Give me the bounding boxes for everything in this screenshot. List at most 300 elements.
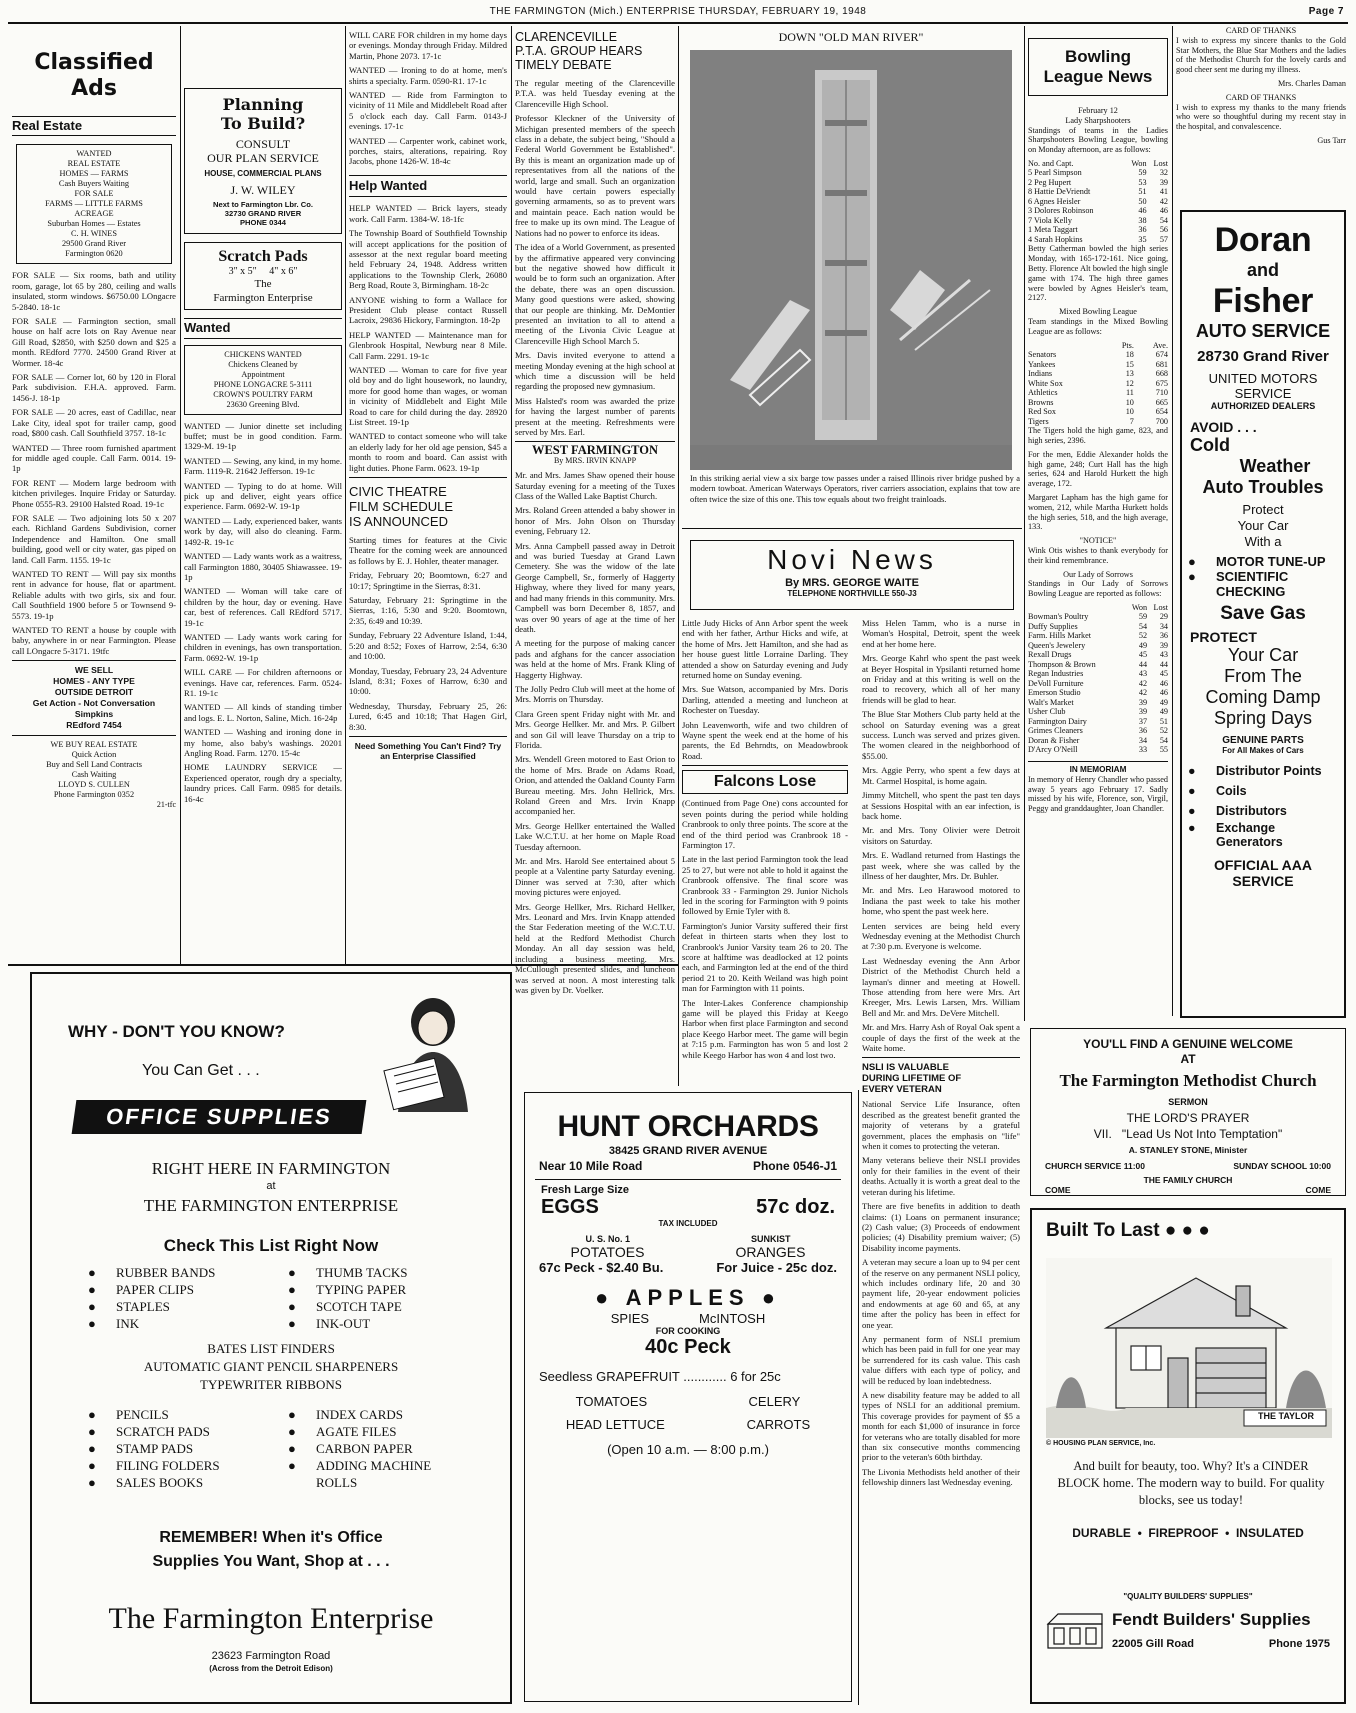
tomatoes-item: TOMATOES [575, 1394, 648, 1409]
table-row: 2 Peg Hupert 53 39 [1028, 177, 1168, 187]
photo-caption-text: In this striking aerial view a six barge tow passes under a raised Illinois river bridge pushed by a modern towboat. American Waterways Operators, river carriers association, explains that tow are often twice the size of this one. This tow equals about two freight trainloads. [690, 474, 1020, 504]
table-row: Usher Club 39 49 [1028, 707, 1168, 717]
nsli-headline: NSLI IS VALUABLE DURING LIFETIME OF EVERY VETERAN [862, 1062, 962, 1096]
hunt-orchards-title: HUNT ORCHARDS [557, 1110, 819, 1143]
office-item: ● RUBBER BANDS [82, 1264, 262, 1281]
office-why-headline: WHY - DON'T YOU KNOW? [68, 1022, 285, 1041]
river-barge-illustration [690, 50, 1012, 470]
article-paragraph: Last Wednesday evening the Ann Arbor District of the Methodist Church held a layman's dinner and meeting at Howell. Those attending from here were Mrs. Art Kreeger, Mrs. Lewis Larsen, Mrs. William Bell and Mr. and Mrs. DeVere Mitchell. [862, 955, 1020, 1018]
secretary-illustration [378, 992, 488, 1112]
article-paragraph: Many veterans believe their NSLI provides only for their families in the event of their deaths. Actually it is worth a great deal to the veteran during his lifetime. [862, 1155, 1020, 1197]
office-item: ● PAPER CLIPS [82, 1281, 262, 1298]
article-paragraph: Mrs. Sue Watson, accompanied by Mrs. Doris Darling, attended a meeting and luncheon at Rochester on Tuesday. [682, 684, 848, 716]
all-makes-label: For All Makes of Cars [1222, 746, 1304, 755]
office-list-1-left [82, 1264, 262, 1332]
classified-ad: WANTED — All kinds of standing timber and logs. E. L. Norton, Saline, Mich. 16-24p [184, 702, 342, 723]
column-divider [678, 26, 679, 1086]
article-paragraph: Miss Helen Tamm, who is a nurse in Woman's Hospital, Detroit, spent the week end at her home here. [862, 618, 1020, 649]
falcons-lose-headline: Falcons Lose [682, 770, 848, 794]
card-of-thanks-text: I wish to express my thanks to the many friends who were so thoughtful during my recent stay in the hospital, and convalescence. [1176, 102, 1346, 132]
masthead [0, 6, 1356, 22]
article-paragraph: National Service Life Insurance, often described as the greatest benefit granted the majority of veterans by a grateful government, places the emphasis on "life" when it comes to protecting the veteran. [862, 1099, 1020, 1152]
table-row: Thompson & Brown 44 44 [1028, 659, 1168, 669]
article-paragraph: Monday, Tuesday, February 23, 24 Adventure Island, 8:31; Foxes of Harrow, 6:30 and 10:00. [349, 665, 507, 697]
office-item: BATES LIST FINDERS [207, 1341, 335, 1356]
help-wanted-header: Help Wanted [349, 175, 507, 197]
table-row: 4 Sarah Hopkins 35 57 [1028, 234, 1168, 244]
classified-ad: WILL CARE — For children afternoons or evenings. Have car, references. Farm. 0524-R1. 19-1c [184, 667, 342, 698]
classified-ad: WANTED — Sewing, any kind, in my home. Farm. 1119-R. 21642 Jefferson. 19-1c [184, 455, 342, 477]
article-paragraph: Mrs. George Hellker entertained the Walled Lake W.C.T.U. at her home on Maple Road Tuesday afternoon. [515, 820, 675, 852]
plan-service-name: J. W. WILEY [230, 183, 296, 198]
built-to-last-headline: Built To Last ● ● ● [1046, 1220, 1210, 1241]
classified-ad: WANTED — Washing and ironing done in my home, also baby's washings. 20201 Angling Road. Farm. 1270. 15-4c [184, 727, 342, 758]
sunday-school-time: SUNDAY SCHOOL 10:00 [1233, 1161, 1331, 1171]
fendt-features: DURABLE • FIREPROOF • INSULATED [1072, 1526, 1304, 1540]
classified-ad: WANTED — Ride from Farmington to vicinity of 11 Mile and Middlebelt Road after 5 o'clock each day. Call Farm. 0143-J evenings. 17-1c [349, 90, 507, 132]
hunt-orchards-phone: Phone 0546-J1 [752, 1159, 837, 1173]
oranges-item: ORANGES [735, 1244, 806, 1260]
office-item: ● TYPING PAPER [282, 1281, 482, 1298]
article-paragraph: John Leavenworth, wife and two children of Wayne spent the week end at the home of his parents, the Ed Behrndts, on Meadowbrook Road. [682, 719, 848, 761]
plan-service-ad [184, 88, 342, 234]
service-list [1182, 554, 1344, 599]
article-paragraph: The Inter-Lakes Conference championship game will be played this Friday at Keego Harbor when first place Farmington and second place Keego Harbor meet. The game will begin at 7:15 p.m. Farmington has won 5 and lost 2 while Keego Harbor has won 4 and lost two. [682, 997, 848, 1060]
office-publisher-name: The Farmington Enterprise [108, 1602, 434, 1635]
hunt-orchards-ad [524, 1092, 852, 1702]
bowling-league-1: Lady Sharpshooters [1065, 115, 1131, 125]
article-paragraph: The Blue Star Mothers Club party held at the school on Saturday evening was a great success. Lunch was served and prizes given. The women cleared in the neighborhood of $55.00. [862, 709, 1020, 761]
fendt-name: Fendt Builders' Supplies [1112, 1610, 1311, 1629]
sermon-number: VII. [1093, 1127, 1112, 1141]
office-address: 23623 Farmington Road [211, 1650, 331, 1662]
carrots-item: CARROTS [746, 1417, 811, 1432]
article-paragraph: Mrs. E. Wadland returned from Hastings the past week, where she was called by the illness of her daughter, Mrs. Dr. Buhler. [862, 850, 1020, 881]
fendt-address: 22005 Gill Road [1112, 1638, 1194, 1650]
article-paragraph: Mrs. Aggie Perry, who spent a few days at Mt. Carmel Hospital, is home again. [862, 765, 1020, 786]
river-barge-photo [690, 50, 1012, 470]
article-paragraph: Professor Kleckner of the University of Michigan presented members of the speech class in a debate, the subject being, "Should a Federal World Government be Established". By this is meant an organization made up of representatives from all the nations of the world, large and small. Such an organization would have certain powers especially governing armaments, so as to prevent wars and maintain peace. Each nation would be free to make up its own mind. The League of Nations had no power to enforce its ideas. [515, 113, 675, 238]
article-paragraph: The regular meeting of the Clarenceville P.T.A. was held Tuesday evening at the Clarenceville High School. [515, 78, 675, 109]
bowling-headline: Bowling League News [1028, 38, 1168, 96]
lettuce-item: HEAD LETTUCE [565, 1417, 665, 1432]
potato-grade: U. S. No. 1 [585, 1234, 630, 1244]
scratch-pads-sizes: 3" x 5" 4" x 6" [228, 265, 298, 277]
celery-item: CELERY [748, 1394, 801, 1409]
classified-ad: WANTED — Three room furnished apartment for middle aged couple. Call Farm. 0014. 19-1p [12, 442, 176, 474]
building-block-icon [1046, 1610, 1104, 1650]
table-row: Senators 18 674 [1028, 350, 1168, 360]
civic-theatre-headline: CIVIC THEATRE FILM SCHEDULE IS ANNOUNCED [349, 484, 454, 530]
in-memoriam-title: IN MEMORIAM [1028, 761, 1168, 775]
article-paragraph: The Livonia Methodists held another of their fellowship dinners last Wednesday evening. [862, 1466, 1020, 1488]
apples-cooking: FOR COOKING [655, 1326, 721, 1336]
bowling-text: For the men, Eddie Alexander holds the high game, 248; Curt Hall has the high series, 624 and Harold Hurkett the high average, 172. [1028, 449, 1168, 489]
table-row: Farm. Hills Market 52 36 [1028, 631, 1168, 641]
office-item: ● INK-OUT [282, 1315, 482, 1332]
table-row: 7 Viola Kelly 38 54 [1028, 215, 1168, 225]
table-row: Queen's Jewelery 49 39 [1028, 640, 1168, 650]
avoid-label: AVOID . . . [1190, 419, 1257, 435]
united-motors-label: UNITED MOTORS SERVICE [1208, 371, 1318, 401]
come-label-right: COME [1305, 1185, 1331, 1195]
article-paragraph: Clara Green spent Friday night with Mr. and Mrs. George Hellker. Mr. and Mrs. P. Gilbert and son Gil will leave Thursday on a trip to Florida. [515, 708, 675, 750]
article-paragraph: Mrs. Anna Campbell passed away in Detroit and was buried Tuesday at Grand Lawn Cemetery. She was the widow of the late George Campbell, Sr., formerly of Haggerty Highway, where they lived for many years, and had many friends in this community. Mrs. Campbell was born December 8, 1857, and was over 90 years of age at the time of her death. [515, 540, 675, 634]
sermon-quote: "Lead Us Not Into Temptation" [1121, 1127, 1283, 1141]
table-row: Bowman's Poultry 59 29 [1028, 612, 1168, 622]
table-row: Rexall Drugs 45 43 [1028, 650, 1168, 660]
our-lady-standings-table [1028, 603, 1168, 755]
classified-ad: WANTED — Typing to do at home. Will pick up and deliver, eight years office experience. Farm. 0692-W. 19-1p [184, 480, 342, 512]
article-paragraph: Mr. and Mrs. Leo Harawood motored to Indiana the past week to take his mother home, who spent the past week here. [862, 885, 1020, 917]
authorized-dealers-label: AUTHORIZED DEALERS [1210, 401, 1316, 411]
office-you-can-get: You Can Get . . . [142, 1062, 260, 1079]
from-the-label: From The [1224, 666, 1302, 686]
part-item: ● Coils [1182, 781, 1344, 801]
bowling-intro: Team standings in the Mixed Bowling League are as follows: [1028, 317, 1168, 336]
bowling-notice: "NOTICE" [1079, 536, 1117, 546]
fendt-slogan: "QUALITY BUILDERS' SUPPLIES" [1123, 1592, 1253, 1601]
masthead-rule [8, 22, 1348, 24]
office-middle-items [32, 1340, 510, 1394]
classified-ad: WANTED — Carpenter work, cabinet work, porches, stairs, alterations, repairing. Roy Jacobs, phone 1426-W. 18-4c [349, 135, 507, 167]
service-tune-up: ● MOTOR TUNE-UP [1182, 554, 1344, 569]
photo-caption [690, 474, 1020, 524]
chickens-wanted-ad: CHICKENS WANTED Chickens Cleaned by Appointment PHONE LONGACRE 5-3111 CROWN'S POULTRY FARM 23630 Greening Blvd. [184, 345, 342, 415]
house-model-name: THE TAYLOR [1257, 1411, 1314, 1421]
office-address-note: (Across from the Detroit Edison) [209, 1664, 333, 1673]
apples-price: 40c Peck [645, 1336, 731, 1358]
office-item: ● SCOTCH TAPE [282, 1298, 482, 1315]
article-paragraph: Starting times for features at the Civic Theatre for the coming week are announced as follows by E. J. Hohler, theater manager. [349, 535, 507, 566]
column-divider [180, 26, 181, 964]
family-church-label: THE FAMILY CHURCH [1143, 1175, 1233, 1185]
office-item: TYPEWRITER RIBBONS [200, 1377, 342, 1392]
article-paragraph: Mr. and Mrs. James Shaw opened their house Saturday evening for a meeting of the Tuxes Class of the Walled Lake Baptist Church. [515, 470, 675, 502]
article-paragraph: Mrs. Wendell Green motored to East Orion to the home of Mrs. Brade on Adams Road, Orion, and attended the Oakland County Farm Bureau meeting. Mrs. John Hellrick, Mrs. Roland Green and Mrs. Irvin Knapp accompanied her. [515, 754, 675, 817]
real-estate-ads [12, 270, 176, 656]
table-row: 6 Agnes Heisler 50 42 [1028, 196, 1168, 206]
wines-real-estate-ad: WANTED REAL ESTATE HOMES — FARMS Cash Buyers Waiting FOR SALE FARMS — LITTLE FARMS ACREAGE Suburban Homes — Estates C. H. WINES 29500 Grand River Farmington 0620 [16, 144, 172, 264]
service-scientific-checking: ● SCIENTIFIC CHECKING [1182, 569, 1344, 599]
classified-ad: WANTED TO RENT a house by couple with baby, anywhere in or near Farmington. Please call LOngacre 5-3171. 19tfc [12, 625, 176, 656]
column-divider [1024, 26, 1025, 1021]
table-row: Grimes Cleaners 36 52 [1028, 726, 1168, 736]
classified-ad: HELP WANTED — Maintenance man for Glenbrook Hospital, Newburg near 8 Mile. Call Farm. 2291. 19-1c [349, 329, 507, 361]
office-enterprise-name: THE FARMINGTON ENTERPRISE [143, 1196, 399, 1215]
card-of-thanks-signature: Gus Tarr [1317, 135, 1346, 145]
hunt-orchards-address: 38425 GRAND RIVER AVENUE [608, 1145, 768, 1157]
sermon-title: THE LORD'S PRAYER [1126, 1111, 1250, 1125]
hunt-orchards-hours: (Open 10 a.m. — 8:00 p.m.) [607, 1442, 769, 1457]
classified-ad: ANYONE wishing to form a Wallace for President Club please contact Russell Lacroix, 29836 Hickory, Farmington. 18-2p [349, 294, 507, 326]
office-item: ● SCRATCH PADS [82, 1423, 262, 1440]
classified-ad: WANTED to contact someone who will take an elderly lady for her old age pension, $45 a month to room and board. Can assist with light duties. Phone Farm. 0623. 19-1p [349, 431, 507, 473]
protect-label-2: PROTECT [1190, 629, 1257, 645]
office-supplies-banner: OFFICE SUPPLIES [72, 1100, 367, 1134]
cullen-ad-code: 21-tfc [156, 800, 176, 810]
card-of-thanks-text: I wish to express my sincere thanks to the Gold Star Mothers, the Blue Star Mothers and the ladies of the Methodist Church for the lovely cards and good cheer sent me during my illness. [1176, 35, 1346, 75]
hunt-orchards-near: Near 10 Mile Road [539, 1159, 643, 1173]
apples-spies: SPIES [610, 1311, 650, 1326]
article-paragraph: Mr. and Mrs. Harry Ash of Royal Oak spent a couple of days the first of the week at the Waite home. [862, 1022, 1020, 1054]
fendt-builders-ad [1030, 1208, 1346, 1704]
office-check-list: Check This List Right Now [163, 1236, 379, 1255]
table-row: Tigers 7 700 [1028, 416, 1168, 426]
office-list-1-right [282, 1264, 482, 1332]
table-header-row: No. and Capt. Won Lost [1028, 158, 1168, 168]
article-paragraph: There are five benefits in addition to death claims: (1) Loans on permanent insurance; (2) Cash value; (3) Proceeds of endowment policies; (4) Disability premium waiver; (5) Disability income payments. [862, 1201, 1020, 1253]
auto-troubles-label: Auto Troubles [1202, 477, 1324, 497]
cold-label: Cold [1190, 435, 1230, 455]
office-item: ● ADDING MACHINE ROLLS [282, 1457, 482, 1491]
church-name: The Farmington Methodist Church [1059, 1071, 1317, 1090]
office-item: ● FILING FOLDERS [82, 1457, 262, 1474]
classified-column-3 [349, 30, 507, 960]
bowling-text: Margaret Lapham has the high game for women, 212, while Martha Hurkett holds the high series, 518, and the high average, 133. [1028, 492, 1168, 532]
bowling-league-2: Mixed Bowling League [1059, 307, 1137, 317]
article-paragraph: The idea of a World Government, as presented by the affirmative appeared very convincing but the negative showed how difficult it would be to form such an organization. After the debate, there was an open discussion. Many good questions were asked, showing that our people are thinking. Mr. DeMontier presented an invitation to all to attend a meeting of the Livonia Civic League at Clarenceville High School March 5. [515, 242, 675, 346]
your-car-label: Your Car [1227, 645, 1299, 665]
eggs-price: 57c doz. [756, 1196, 835, 1218]
west-farmington-byline: By MRS. IRVIN KNAPP [553, 455, 637, 465]
table-row: 1 Meta Taggart 36 56 [1028, 225, 1168, 235]
novi-news-title: Novi News [767, 544, 937, 575]
protect-label: Protect Your Car With a [1237, 502, 1289, 549]
article-paragraph: A veteran may secure a loan up to 94 per cent of the reserve on any permanent NSLI policy, which includes ordinary life, 20 and 30 payment life, 20-year endowment policies and endowments at age 60 and 65, at any time after the policy has been in effect for one year. [862, 1257, 1020, 1330]
office-item: ● AGATE FILES [282, 1423, 482, 1440]
civic-footer-ad: Need Something You Can't Find? Try an Enterprise Classified [349, 736, 507, 762]
doran-address: 28730 Grand River [1197, 348, 1329, 365]
table-row: D'Arcy O'Neill 33 55 [1028, 745, 1168, 755]
table-row: 3 Dolores Robinson 46 46 [1028, 206, 1168, 216]
article-paragraph: Wednesday, Thursday, February 25, 26: Lured, 6:45 and 10:18; That Hagen Girl, 8:30. [349, 700, 507, 732]
simpkins-ad: WE SELL HOMES - ANY TYPE OUTSIDE DETROIT Get Action - Not Conversation Simpkins REdford 7454 [12, 660, 176, 736]
sermon-label: SERMON [1168, 1097, 1208, 1107]
office-item: ● STAMP PADS [82, 1440, 262, 1457]
article-paragraph: A meeting for the purpose of making cancer pads and afghans for the cancer association was held at the home of Mrs. Frank Kling of Haggerty Highway. [515, 638, 675, 680]
part-item: ● Exchange Generators [1182, 821, 1344, 849]
novi-news-col-1 [682, 618, 848, 1084]
coming-damp-label: Coming Damp [1205, 687, 1321, 707]
clarenceville-headline: CLARENCEVILLE P.T.A. GROUP HEARS TIMELY DEBATE [515, 30, 643, 72]
office-item: ● THUMB TACKS [282, 1264, 482, 1281]
masthead-text: THE FARMINGTON (Mich.) ENTERPRISE THURSDAY, FEBRUARY 19, 1948 [489, 6, 867, 17]
table-row: Browns 10 665 [1028, 397, 1168, 407]
grapefruit-item: Seedless GRAPEFRUIT ............ 6 for 25c [539, 1369, 781, 1384]
office-right-here: RIGHT HERE IN FARMINGTON [151, 1159, 391, 1178]
apples-mcintosh: McINTOSH [699, 1311, 766, 1326]
article-paragraph: Mr. and Mrs. Harold See entertained about 5 people at a Valentine party Saturday evening. Dinner was served at 7:30, after which moving pictures were enjoyed. [515, 856, 675, 898]
card-of-thanks-title: CARD OF THANKS [1225, 92, 1297, 102]
office-at: at [266, 1180, 276, 1192]
bowling-intro: Standings in Our Lady of Sorrows Bowling League are reported as follows: [1028, 579, 1168, 599]
table-row: 8 Hattie DeVriendt 51 41 [1028, 187, 1168, 197]
article-paragraph: Mrs. George Kahrl who spent the past week at Beyer Hospital in Ypsilanti returned home on Friday and at this writing is well on the road to recovery, which all of her many friends will be glad to hear. [862, 653, 1020, 705]
table-row: Farmington Dairy 37 51 [1028, 716, 1168, 726]
table-row: Indians 13 668 [1028, 369, 1168, 379]
photo-headline: DOWN "OLD MAN RIVER" [778, 30, 924, 44]
eggs-item: EGGS [541, 1196, 599, 1218]
article-paragraph: Mr. and Mrs. Tony Olivier were Detroit visitors on Saturday. [862, 825, 1020, 846]
bowling-text: Betty Catherman bowled the high series Monday, with 165-172-161. Nice going, Betty. Florence Alt bowled the high single game with 174. The high three games were bowled by Agnes Heisler's team, 2127. [1028, 244, 1168, 303]
classified-ad: FOR SALE — 20 acres, east of Cadillac, near Lake City, ideal spot for trailer camp, good road, $800 cash. Call Southfield 3757. 18-1c [12, 407, 176, 439]
office-item: ● CARBON PAPER [282, 1440, 482, 1457]
auto-service-label: AUTO SERVICE [1195, 321, 1331, 341]
table-row: Athletics 11 710 [1028, 388, 1168, 398]
bowling-text: The Tigers hold the high game, 823, and high series, 2396. [1028, 426, 1168, 445]
classified-ad: FOR RENT — Modern large bedroom with kitchen privileges. Inquire Friday or Saturday. Phone 0555-R3. 29100 Halsted Road. 19-1c [12, 477, 176, 509]
fendt-phone: Phone 1975 [1268, 1638, 1330, 1650]
classified-ad: WANTED — Woman will take care of children by the hour, day or evening. Have car, best of references. Call REdford 5717. 19-1c [184, 586, 342, 628]
office-remember: REMEMBER! When it's Office Supplies You Want, Shop at . . . [152, 1529, 390, 1570]
article-paragraph: The Jolly Pedro Club will meet at the home of Mrs. Morris on Thursday. [515, 683, 675, 705]
page-number: Page 7 [1308, 6, 1344, 17]
church-service-time: CHURCH SERVICE 11:00 [1045, 1161, 1145, 1171]
real-estate-header: Real Estate [12, 116, 176, 136]
scratch-pads-publisher: The Farmington Enterprise [213, 278, 313, 305]
church-welcome: YOU'LL FIND A GENUINE WELCOME AT [1083, 1037, 1293, 1066]
part-item: ● Distributors [1182, 801, 1344, 821]
office-item: ● SALES BOOKS [82, 1474, 262, 1491]
classified-ad: FOR SALE — Corner lot, 60 by 120 in Floral Park subdivision. F.H.A. approved. Farm. 1456-J. 18-1p [12, 372, 176, 403]
classified-ad: WANTED — Lady wants work as a waitress, call Farmington 1880, 30405 Shiawassee. 19-1p [184, 551, 342, 582]
article-paragraph: Farmington's Junior Varsity suffered their first defeat in thirteen starts when they lost to Cranbrook's Junior Varsity team 26 to 20. The score at halftime was deadlocked at 12 points each, and Farmington led at the end of the third period 21 to 20. Keith Weiland was high point man for Farmington with 11 points. [682, 920, 848, 994]
classified-ad: FOR SALE — Six rooms, bath and utility room, garage, lot 65 by 280, ceiling and walls insulated, storm windows. $6750.00 LOngacre 5-2840. 18-1c [12, 270, 176, 312]
classified-ad: HELP WANTED — Brick layers, steady work. Call Farm. 1384-W. 18-1fc [349, 203, 507, 224]
tax-note: TAX INCLUDED [658, 1219, 718, 1228]
table-row: Doran & Fisher 34 54 [1028, 735, 1168, 745]
parts-list [1182, 761, 1344, 849]
scratch-pads-title: Scratch Pads [218, 247, 308, 265]
novi-news-byline: By MRS. GEORGE WAITE [785, 577, 919, 589]
article-paragraph: Lenten services are being held every Wednesday evening at the Methodist Church at 7:30 p.m. Everyone is welcome. [862, 920, 1020, 952]
classified-column-2 [184, 88, 342, 960]
bowling-date: February 12 [1078, 106, 1118, 115]
wanted-header: Wanted [184, 318, 342, 338]
doran-fisher-ad [1180, 210, 1346, 1018]
plan-service-credit: © HOUSING PLAN SERVICE, Inc. [1046, 1440, 1156, 1447]
fisher-name: Fisher [1212, 282, 1314, 320]
bowling-column [1028, 30, 1168, 1020]
mixed-league-standings-table [1028, 341, 1168, 427]
bowling-intro: Standings of teams in the Ladies Sharpshooters Bowling League, bowling on Monday afternoon, are as follows: [1028, 125, 1168, 155]
office-supplies-ad [30, 972, 512, 1704]
card-of-thanks-title: CARD OF THANKS [1225, 26, 1297, 35]
aaa-service-label: OFFICIAL AAA SERVICE [1214, 857, 1312, 889]
article-paragraph: Sunday, February 22 Adventure Island, 1:44, 5:20 and 8:52; Foxes of Harrow, 2:54, 6:30 and 10:00. [349, 630, 507, 662]
methodist-church-ad [1030, 1028, 1346, 1196]
genuine-parts-label: GENUINE PARTS [1222, 735, 1304, 746]
office-list-2-left [82, 1406, 262, 1491]
cards-of-thanks [1176, 26, 1346, 216]
office-item: ● STAPLES [82, 1298, 262, 1315]
article-paragraph: Saturday, February 21: Springtime in the Sierras, 1:16, 5:30 and 9:20. Boomtown, 2:35, 6:49 and 10:39. [349, 595, 507, 626]
eggs-label: Fresh Large Size [541, 1184, 630, 1196]
table-row: Duffy Supplies 54 34 [1028, 621, 1168, 631]
potatoes-item: POTATOES [570, 1244, 645, 1260]
classified-ad: HOME LAUNDRY SERVICE — Experienced operator, rough dry a specialty, laundry prices. Call Farm. 0985 for details. 16-4c [184, 762, 342, 804]
plan-service-headline: Planning To Build? [220, 95, 306, 133]
column-divider [858, 1090, 859, 1705]
potatoes-price: 67c Peck - $2.40 Bu. [539, 1260, 664, 1275]
sharpshooters-standings-table [1028, 159, 1168, 245]
column-divider [511, 26, 512, 964]
bowling-league-3: Our Lady of Sorrows [1063, 569, 1133, 579]
classified-column [12, 30, 176, 960]
oranges-price: For Juice - 25c doz. [716, 1260, 837, 1275]
doran-and: and [1246, 260, 1279, 280]
classified-ad: WANTED TO RENT — Will pay six months rent in advance for house, flat or apartment. Reliable adults with two girls, six and four. Call Southfield 1900 before 5 or Townsend 9-5573. 19-1p [12, 568, 176, 621]
table-row: White Sox 12 675 [1028, 378, 1168, 388]
bowling-text: Wink Otis wishes to thank everybody for their kind remembrance. [1028, 545, 1168, 565]
article-paragraph: Miss Halsted's room was awarded the prize for having the largest number of parents present at the meeting. Refreshments were served by Mrs. Earl. [515, 395, 675, 437]
article-paragraph: Mrs. George Hellker, Mrs. Richard Hellker, Mrs. Leonard and Mrs. Irvin Knapp attended the Star Federation meeting of the W.C.T.U. held at the Redford Methodist Church Monday. An all day session was held, including a business meeting. Mrs. McCullough presented slides, and luncheon was served at noon. A most interesting talk was given by Dr. Voelker. [515, 901, 675, 995]
office-item: AUTOMATIC GIANT PENCIL SHARPENERS [143, 1359, 399, 1374]
weather-label: Weather [1239, 456, 1311, 476]
table-row: Yankees 15 681 [1028, 359, 1168, 369]
spring-days-label: Spring Days [1213, 708, 1313, 728]
orange-brand: SUNKIST [750, 1234, 791, 1244]
office-item: ● PENCILS [82, 1406, 262, 1423]
fendt-body-text: And built for beauty, too. Why? It's a CINDER BLOCK home. The modern way to build. For quality blocks, see us today! [1057, 1459, 1325, 1507]
table-header-row: Won Lost [1131, 602, 1168, 612]
classified-ad: WANTED — Lady wants work caring for children in evenings, has own transportation. Farm. 0692-W. 19-1p [184, 631, 342, 663]
office-item: ● INDEX CARDS [282, 1406, 482, 1423]
novi-news-telephone: TELEPHONE NORTHVILLE 550-J3 [787, 589, 917, 598]
article-paragraph: (Continued from Page One) cons accounted for seven points during the period while holding Cranbrook to only three points. The score at the end of the third period was Cranbrook 18 - Farmington 17. [682, 798, 848, 850]
plan-service-consult: CONSULT OUR PLAN SERVICE [207, 137, 319, 165]
doran-name: Doran [1214, 221, 1312, 259]
news-column [515, 30, 675, 1082]
come-label-left: COME [1045, 1185, 1071, 1195]
minister-name: A. STANLEY STONE, Minister [1128, 1145, 1248, 1155]
article-paragraph: Mrs. Davis invited everyone to attend a meeting Monday evening at the high school at which time a discussion will be held regarding the proposed new gymnasium. [515, 350, 675, 392]
classified-ad: WANTED — Junior dinette set including buffet; must be in good condition. Farm. 1329-M. 19-1p [184, 420, 342, 452]
article-paragraph: A new disability feature may be added to all types of NSLI for an additional premium. This coverage provides for payment of $5 a month for each $1,000 of insurance in force for veterans who are totally disabled for more than six consecutive months commencing prior to the veteran's 60th birthday. [862, 1390, 1020, 1463]
article-paragraph: Any permanent form of NSLI premium which has been paid in full for one year may be surrendered for its cash value. This cash value differs with each type of policy, and will be reduced by loan indebtedness. [862, 1333, 1020, 1386]
column-divider [1172, 26, 1173, 1016]
article-paragraph: Mrs. Roland Green attended a baby shower in honor of Mrs. John Olson on Thursday evening, February 12. [515, 505, 675, 537]
classified-ad: WILL CARE FOR children in my home days or evenings. Monday through Friday. Mildred Martin, Phone 2073. 17-1c [349, 30, 507, 61]
classified-ad: FOR SALE — Farmington section, small house on half acre lots on Ray Avenue near Gill Road, $2850, with $250 down and $25 a month. REdford 7770. 24500 Grand River at Wormer. 18-4c [12, 316, 176, 368]
house-illustration [1046, 1258, 1332, 1438]
table-row: DeVoll Furniture 42 46 [1028, 678, 1168, 688]
card-of-thanks-signature: Mrs. Charles Daman [1278, 78, 1346, 88]
article-paragraph: Late in the last period Farmington took the lead 25 to 27, but were not able to hold it against the Cranbrook offensive. The final score was Cranbrook 33 - Farmington 29. Junior Nichols led in the scoring for Farmington with 9 points followed by Ernie Tyler with 8. [682, 854, 848, 917]
table-row: Red Sox 10 654 [1028, 407, 1168, 417]
in-memoriam-text: In memory of Henry Chandler who passed away 5 years ago February 17. Sadly missed by his wife, Florence, son, Virgil, Peggy and granddaughter, Joan Chandler. [1028, 774, 1168, 814]
table-row: Emerson Studio 42 46 [1028, 688, 1168, 698]
classified-ad: WANTED — Lady, experienced baker, wants work by day, will also do cleaning. Farm. 1492-R. 19-1c [184, 515, 342, 547]
save-gas-label: Save Gas [1220, 603, 1306, 624]
west-farmington-headline: WEST FARMINGTON [531, 443, 659, 458]
table-row: Regan Industries 43 45 [1028, 669, 1168, 679]
table-row: Walt's Market 39 49 [1028, 697, 1168, 707]
scratch-pads-ad [184, 242, 342, 310]
classified-title: Classified Ads [34, 50, 154, 101]
office-item: ● INK [82, 1315, 262, 1332]
office-list-2-right [282, 1406, 482, 1491]
article-paragraph: Little Judy Hicks of Ann Arbor spent the week end with her father, Arthur Hicks and wife, at the home of Mrs. Jett Hamilton, and she had as her house guest little Lorraine Darling. They attended a show on Saturday evening and Judy returned home on Sunday evening. [682, 618, 848, 681]
apples-heading: ● APPLES ● [594, 1285, 782, 1310]
classified-ad: FOR SALE — Two adjoining lots 50 x 207 each. Richland Gardens Subdivision, corner Independence and Hamilton. One small building, good well or city water, gas piped on land. Call Farm. 1155. 19-1c [12, 512, 176, 565]
classified-ad: WANTED — Ironing to do at home, men's shirts a specialty. Farm. 0590-R1. 17-1c [349, 65, 507, 86]
article-paragraph: Friday, February 20; Boomtown, 6:27 and 10:17; Springtime in the Sierras, 8:31. [349, 570, 507, 591]
part-item: ● Distributor Points [1182, 761, 1344, 781]
classified-ad: WANTED — Woman to care for five year old boy and do light housework, no laundry, more for good home than wages, or woman in vicinity of Middlebelt and Eight Mile Road to care for child during the day. 28920 List Street. 19-1p [349, 364, 507, 427]
novi-news-header [690, 540, 1014, 610]
